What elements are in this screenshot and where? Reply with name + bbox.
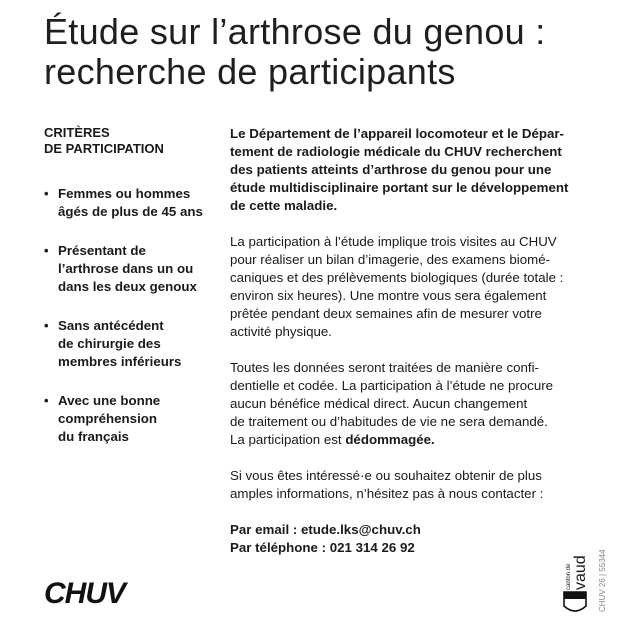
canton-vaud-label: canton de vaud — [566, 555, 589, 590]
bullet-icon: • — [44, 186, 49, 201]
criteria-item-age: • Femmes ou hommes âgés de plus de 45 ans — [44, 186, 203, 219]
confidentiality-paragraph: Toutes les données seront traitées de manière confi- dentielle et codée. La participation à l’étude ne procure aucun bénéfice médical direct. Aucun changement de traitement ou d’habitudes de vie ne sera demandé. La participation est dédommagée. — [230, 359, 582, 449]
participation-paragraph: La participation à l’étude implique trois visites au CHUV pour réaliser un bilan d’imagerie, des examens biomé- caniques et des prélèvements biologiques (durée totale : environ six heures). Une montre vous sera également prêtée pendant deux semaines afin de mesurer votre activité physique. — [230, 234, 564, 339]
bullet-icon: • — [44, 393, 49, 408]
chuv-logo-text: CHUV — [44, 578, 126, 606]
phone-contact[interactable]: Par téléphone : 021 314 26 92 — [230, 540, 415, 555]
bullet-icon: • — [44, 243, 49, 258]
contact-paragraph: Si vous êtes intéressé·e ou souhaitez obtenir de plus amples informations, n’hésitez pas à nous contacter : — [230, 468, 544, 501]
criteria-heading-line-1: CRITÈRES — [44, 125, 110, 140]
chuv-logo — [44, 578, 130, 606]
contact-details — [230, 521, 582, 557]
intro-paragraph: Le Département de l’appareil locomoteur et le Dépar- tement de radiologie médicale du CHUV recherchent des patients atteints d’arthrose du genou pour une étude multidisciplinaire portant sur le développement de cette maladie. — [230, 126, 569, 213]
title-line-2: recherche de participants — [44, 51, 456, 92]
criteria-item-arthrosis: • Présentant de l’arthrose dans un ou dans les deux genoux — [44, 243, 197, 294]
criteria-heading — [44, 125, 219, 157]
email-contact[interactable]: Par email : etude.lks@chuv.ch — [230, 522, 421, 537]
page-title — [44, 12, 614, 92]
criteria-item-french: • Avec une bonne compréhension du français — [44, 393, 161, 444]
criteria-heading-line-2: DE PARTICIPATION — [44, 141, 164, 156]
title-line-1: Étude sur l’arthrose du genou : — [44, 11, 546, 52]
criteria-list — [44, 185, 219, 446]
criteria-section — [44, 125, 219, 467]
compensation-line: La participation est dédommagée. — [230, 432, 435, 447]
body-text — [230, 125, 582, 575]
criteria-item-surgery: • Sans antécédent de chirurgie des membres inférieurs — [44, 318, 182, 369]
bullet-icon: • — [44, 318, 49, 333]
reference-number: CHUV 26 | 55344 — [598, 549, 607, 612]
